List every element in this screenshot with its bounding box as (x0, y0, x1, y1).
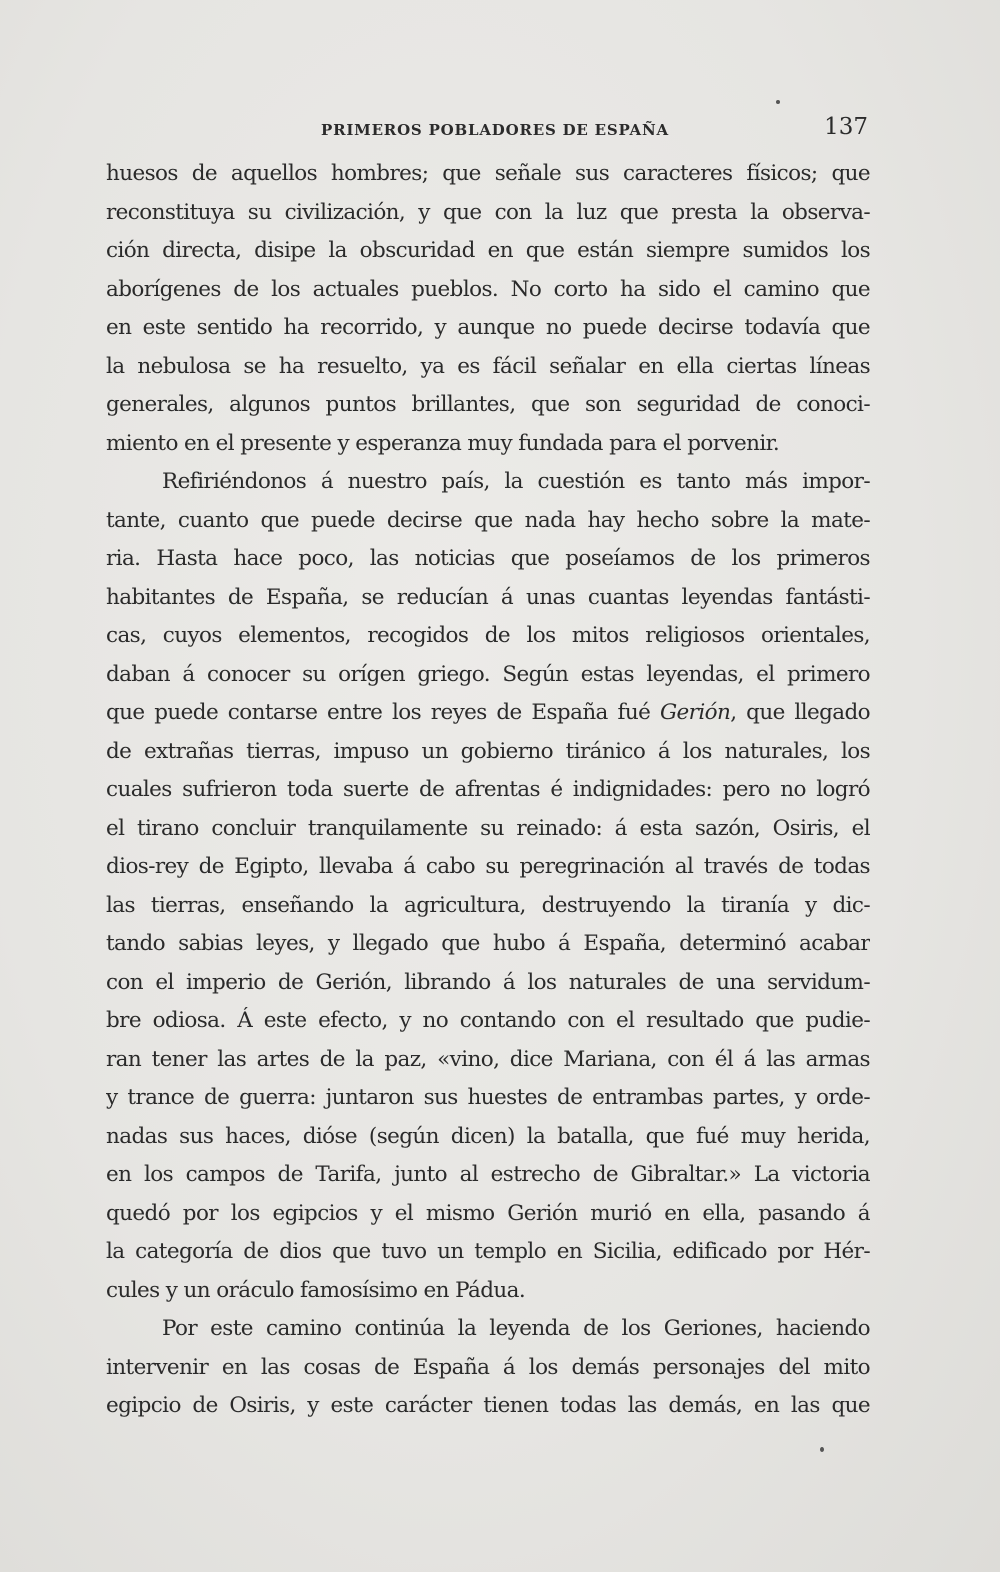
text-line: en este sentido ha recorrido, y aunque no puede decirse todavía que (106, 315, 870, 340)
text-line: ria. Hasta hace poco, las noticias que poseíamos de los primeros (106, 546, 870, 571)
text-line: cuales sufrieron toda suerte de afrentas é indignidades: pero no logró (106, 777, 870, 802)
text-line: dios-rey de Egipto, llevaba á cabo su peregrinación al través de todas (106, 854, 870, 879)
text-line: habitantes de España, se reducían á unas cuantas leyendas fantásti- (106, 584, 870, 610)
text-line: tante, cuanto que puede decirse que nada hay hecho sobre la mate- (106, 507, 870, 533)
text-line: las tierras, enseñando la agricultura, destruyendo la tiranía y dic- (106, 892, 870, 918)
body-text (106, 155, 870, 1426)
text-line: quedó por los egipcios y el mismo Gerión murió en ella, pasando á (106, 1200, 870, 1226)
print-speck (776, 100, 780, 104)
paragraph (106, 155, 870, 463)
text-line: daban á conocer su orígen griego. Según estas leyendas, el primero (106, 661, 870, 687)
text-line: con el imperio de Gerión, librando á los naturales de una servidum- (106, 969, 870, 995)
text-line: reconstituya su civilización, y que con la luz que presta la observa- (106, 199, 870, 225)
text-line: la categoría de dios que tuvo un templo en Sicilia, edificado por Hér- (106, 1239, 870, 1264)
text-line: cas, cuyos elementos, recogidos de los mitos religiosos orientales, (106, 623, 870, 648)
text-line: Refiriéndonos á nuestro país, la cuestión es tanto más impor- (162, 469, 870, 494)
text-line: tando sabias leyes, y llegado que hubo á España, determinó acabar (106, 931, 870, 956)
text-line: intervenir en las cosas de España á los demás personajes del mito (106, 1354, 870, 1380)
text-line: que puede contarse entre los reyes de España fué Gerión, que llegado (106, 700, 870, 725)
text-line: de extrañas tierras, impuso un gobierno tiránico á los naturales, los (106, 738, 870, 764)
paragraph (106, 1310, 870, 1426)
text-line: egipcio de Osiris, y este carácter tienen todas las demás, en las que (106, 1393, 870, 1418)
text-line: generales, algunos puntos brillantes, que son seguridad de conoci- (106, 392, 870, 417)
text-line: bre odiosa. Á este efecto, y no contando con el resultado que pudie- (106, 1008, 870, 1033)
text-line: Por este camino continúa la leyenda de los Geriones, haciendo (162, 1316, 870, 1341)
text-line: aborígenes de los actuales pueblos. No corto ha sido el camino que (106, 276, 870, 302)
text-line: nadas sus haces, dióse (según dicen) la batalla, que fué muy herida, (106, 1123, 870, 1149)
text-line: en los campos de Tarifa, junto al estrecho de Gibraltar.» La victoria (106, 1162, 870, 1187)
text-line: la nebulosa se ha resuelto, ya es fácil señalar en ella ciertas líneas (106, 353, 870, 379)
text-line: y trance de guerra: juntaron sus huestes de entrambas partes, y orde- (106, 1085, 870, 1110)
text-line: miento en el presente y esperanza muy fundada para el porvenir. (106, 430, 780, 456)
text-line: ción directa, disipe la obscuridad en que están siempre sumidos los (106, 238, 870, 263)
print-speck (820, 1447, 824, 1452)
page-header (106, 112, 870, 146)
text-line: huesos de aquellos hombres; que señale sus caracteres físicos; que (106, 161, 870, 186)
text-line: el tirano concluir tranquilamente su reinado: á esta sazón, Osiris, el (106, 815, 870, 841)
text-line: cules y un oráculo famosísimo en Pádua. (106, 1277, 526, 1303)
page-number: 137 (824, 114, 868, 140)
running-title: PRIMEROS POBLADORES DE ESPAÑA (321, 121, 669, 139)
text-line: ran tener las artes de la paz, «vino, dice Mariana, con él á las armas (106, 1046, 870, 1072)
paragraph (106, 463, 870, 1310)
italic-name: Gerión (659, 700, 731, 725)
